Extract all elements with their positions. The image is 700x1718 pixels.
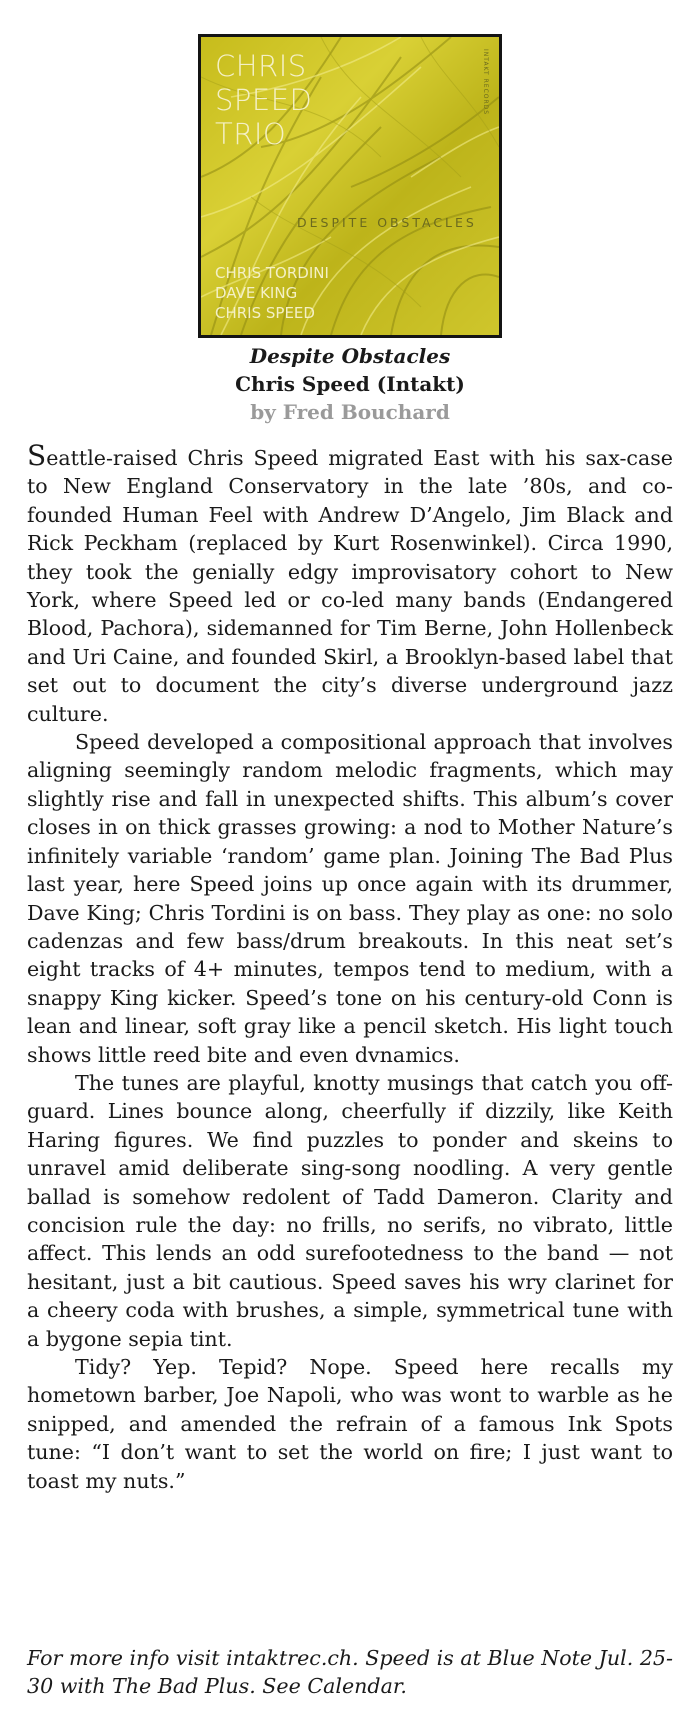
cover-label: INTAKT RECORDS [482, 49, 489, 116]
cover-musicians [215, 263, 329, 323]
cover-musician: CHRIS TORDINI [215, 264, 329, 282]
cover-musician: DAVE KING [215, 284, 298, 302]
review-body [27, 439, 673, 1495]
cover-title-line: SPEED [215, 83, 313, 117]
paragraph [27, 439, 673, 728]
paragraph: Tidy? Yep. Tepid? Nope. Speed here recalls my hometown barber, Joe Napoli, who was wont to warble as he snipped, and amended the refrain of a famous Ink Spots tune: “I don’t want to set the world on fire; I just want to toast my nuts.” [27, 1355, 673, 1493]
drop-cap: S [27, 439, 47, 472]
cover-subtitle: DESPITE OBSTACLES [297, 215, 477, 230]
cover-title-line: TRIO [215, 117, 287, 151]
cover-title-line: CHRIS [215, 49, 307, 83]
byline: by Fred Bouchard [250, 400, 450, 424]
cover-title [215, 49, 312, 151]
album-cover [198, 34, 502, 338]
cover-musician: CHRIS SPEED [215, 304, 315, 322]
album-title: Despite Obstacles [249, 344, 451, 368]
paragraph: Speed developed a compositional approach that involves aligning seemingly random melodic fragments, which may slightly rise and fall in unexpected shifts. This album’s cover closes in on thick grasses growing: a nod to Mother Nature’s infinitely variable ‘random’ game plan. Joining The Bad Plus last year, here Speed joins up once again with its drummer, Dave King; Chris Tordini is on bass. They play as one: no solo cadenzas and few bass/drum breakouts. In this neat set’s eight tracks of 4+ minutes, tempos tend to medium, with a snappy King kicker. Speed’s tone on his century-old Conn is lean and linear, soft gray like a pencil sketch. His light touch shows little reed bite and even dvnamics. [27, 730, 673, 1067]
paragraph-text: eattle-raised Chris Speed migrated East with his sax-case to New England Conservatory in the late ’80s, and co-founded Human Feel with Andrew D’Angelo, Jim Black and Rick Peckham (replaced by Kurt Rosenwinkel). Circa 1990, they took the genially edgy improvisatory cohort to New York, where Speed led or co-led many bands (Endangered Blood, Pachora), sidemanned for Tim Berne, John Hollenbeck and Uri Caine, and founded Skirl, a Brooklyn-based label that set out to document the city’s diverse underground jazz culture. [27, 446, 673, 726]
paragraph: The tunes are playful, knotty musings that catch you off-guard. Lines bounce along, cheerfully if dizzily, like Keith Haring figures. We find puzzles to ponder and skeins to unravel amid deliberate sing-song noodling. A very gentle ballad is somehow redolent of Tadd Dameron. Clarity and concision rule the day: no frills, no serifs, no vibrato, little affect. This lends an odd surefootedness to the band — not hesitant, just a bit cautious. Speed saves his wry clarinet for a cheery coda with brushes, a simple, symmetrical tune with a bygone sepia tint. [27, 1070, 673, 1351]
more-info-note: For more info visit intaktrec.ch. Speed is at Blue Note Jul. 25-30 with The Bad Plus. See Calendar. [27, 1646, 673, 1699]
artist-label: Chris Speed (Intakt) [235, 372, 465, 396]
